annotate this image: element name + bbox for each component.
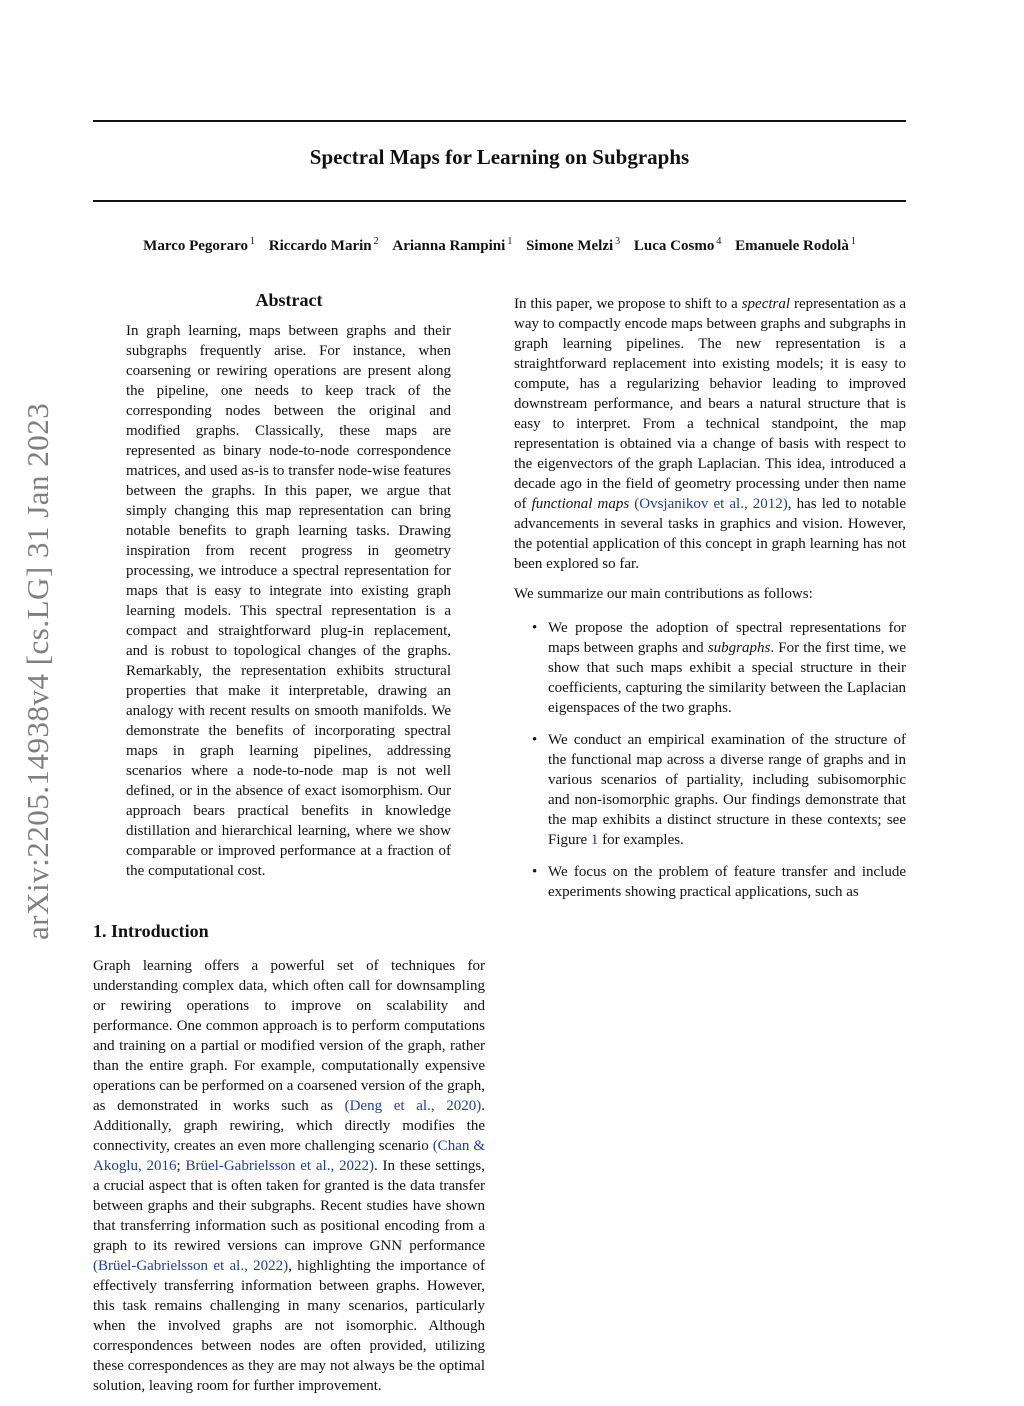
author-list xyxy=(93,236,906,255)
title-bottom-rule xyxy=(93,200,906,202)
intro-paragraph-2: In this paper, we propose to shift to a spectral representation as a way to compactly encode maps between graphs and subgraphs in graph learning pipelines. The new representation is a straightforward replacement into existing models; it is easy to compute, has a regularizing behavior leading to improved downstream performance, and bears a natural structure that is easy to interpret. From a technical standpoint, the map representation is obtained via a change of basis with respect to the eigenvectors of the graph Laplacian. This idea, introduced a decade ago in the field of geometry processing under then name of functional maps (Ovsjanikov et al., 2012), has led to notable advancements in several tasks in graphics and vision. However, the potential application of this concept in graph learning has not been explored so far. xyxy=(514,296,907,572)
citation-link-ovsjanikov[interactable]: (Ovsjanikov et al., 2012) xyxy=(634,496,788,512)
contribution-list xyxy=(514,618,906,902)
title-top-rule xyxy=(93,120,906,122)
author: Marco Pegoraro $^1$ xyxy=(143,236,255,254)
author: Arianna Rampini $^1$ xyxy=(392,236,513,254)
paper-title: Spectral Maps for Learning on Subgraphs xyxy=(309,145,690,169)
citation-link-bruel-2[interactable]: (Brüel-Gabrielsson et al., 2022) xyxy=(93,1258,289,1274)
author: Luca Cosmo $^4$ xyxy=(633,236,722,254)
list-item: • We conduct an empirical examination of the structure of the functional map across a diverse range of graphs and in various scenarios of partiality, including subisomorphic and non-isomorphic graphs. Our findings demonstrate that the map exhibits a distinct structure in these contexts; see Figure 1 for examples. xyxy=(532,732,906,848)
list-item: • We propose the adoption of spectral representations for maps between graphs and subgraphs. For the first time, we show that such maps exhibit a special structure in their coefficients, capturing the similarity between the Laplacian eigenspaces of the two graphs. xyxy=(532,620,906,716)
affiliation-mark: 1 xyxy=(850,236,856,247)
author: Simone Melzi $^3$ xyxy=(526,236,621,254)
figure-ref-link[interactable]: 1 xyxy=(590,832,599,848)
affiliation-mark: 1 xyxy=(507,236,513,247)
abstract-heading: Abstract xyxy=(255,290,323,310)
intro-paragraph-1: Graph learning offers a powerful set of techniques for understanding complex data, which often call for downsampling or rewiring operations to improve on scalability and performance. One common approach is to perform computations and training on a partial or modified version of the graph, rather than the entire graph. For example, computationally expensive operations can be performed on a coarsened version of the graph, as demonstrated in works such as (Deng et al., 2020). Additionally, graph rewiring, which directly modifies the connectivity, creates an even more challenging scenario (Chan & Akoglu, 2016; Brüel-Gabrielsson et al., 2022). In these settings, a crucial aspect that is often taken for granted is the data transfer between graphs and their subgraphs. Recent studies have shown that transferring information such as positional encoding from a graph to its rewired versions can improve GNN performance (Brüel-Gabrielsson et al., 2022), highlighting the importance of effectively transferring information between graphs. However, this task remains challenging in many scenarios, particularly when the involved graphs are not isomorphic. Although correspondences between nodes are often provided, utilizing these correspondences as they are may not always be the optimal solution, leaving room for further improvement. xyxy=(93,958,486,1394)
right-column xyxy=(514,294,906,914)
bullet-icon: • xyxy=(532,732,538,748)
affiliation-mark: 3 xyxy=(615,236,621,247)
arxiv-side-stamp: arXiv:2205.14938v4 [cs.LG] 31 Jan 2023 xyxy=(20,402,55,940)
affiliation-mark: 4 xyxy=(716,236,722,247)
affiliation-mark: 2 xyxy=(373,236,379,247)
citation-link-deng[interactable]: (Deng et al., 2020) xyxy=(344,1098,482,1114)
citation-link-bruel-1[interactable]: Brüel-Gabrielsson et al., 2022) xyxy=(185,1158,374,1174)
section-heading-introduction: 1. Introduction xyxy=(93,921,209,941)
intro-paragraph-3: We summarize our main contributions as follows: xyxy=(514,586,813,602)
left-column xyxy=(93,290,485,1406)
author: Emanuele Rodolà $^1$ xyxy=(735,236,856,254)
author: Riccardo Marin $^2$ xyxy=(268,236,379,254)
citation-link-chan[interactable]: (Chan & Akoglu, 2016 xyxy=(93,1138,485,1174)
list-item: • We focus on the problem of feature transfer and include experiments showing practical applications, such as xyxy=(532,864,906,900)
bullet-icon: • xyxy=(532,864,538,880)
abstract-text: In graph learning, maps between graphs and their subgraphs frequently arise. For instance, when coarsening or rewiring operations are present along the pipeline, one needs to keep track of the corresponding nodes between the original and modified graphs. Classically, these maps are represented as binary node-to-node correspondence matrices, and used as-is to transfer node-wise features between the graphs. In this paper, we argue that simply changing this map representation can bring notable benefits to graph learning tasks. Drawing inspiration from recent progress in geometry processing, we introduce a spectral representation for maps that is easy to integrate into existing graph learning models. This spectral representation is a compact and straightforward plug-in replacement, and is robust to topological changes of the graphs. Remarkably, the representation exhibits structural properties that make it interpretable, drawing an analogy with recent results on smooth manifolds. We demonstrate the benefits of incorporating spectral maps in graph learning pipelines, addressing scenarios where a node-to-node map is not well defined, or in the absence of exact isomorphism. Our approach bears practical benefits in knowledge distillation and hierarchical learning, where we show comparable or improved performance at a fraction of the computational cost. xyxy=(126,323,451,879)
bullet-icon: • xyxy=(532,620,538,636)
affiliation-mark: 1 xyxy=(249,236,255,247)
